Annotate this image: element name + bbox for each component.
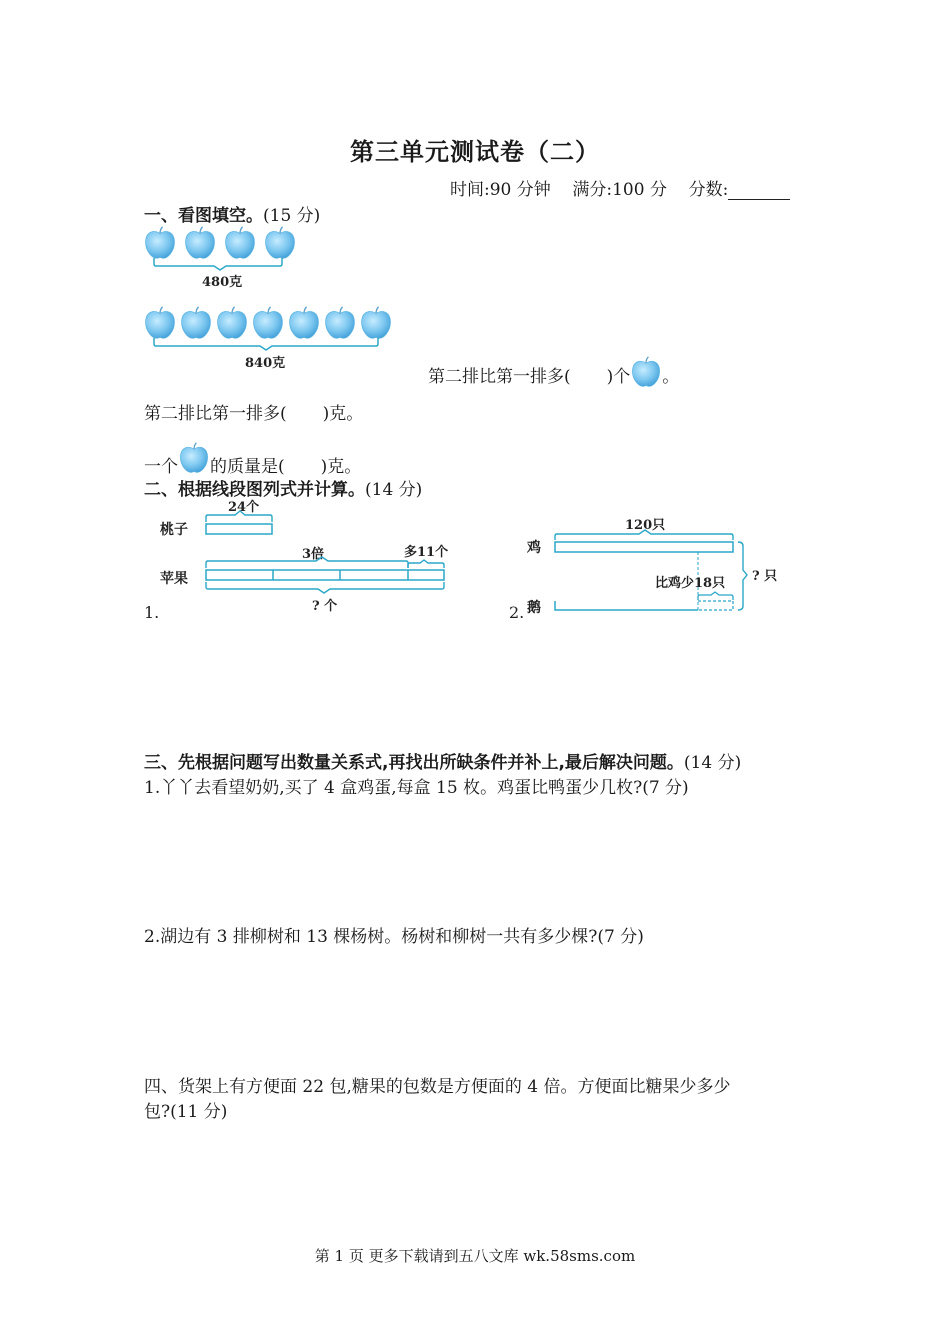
section-4-line-2: 包?(11 分)	[144, 1102, 228, 1122]
page-footer: 第 1 页 更多下载请到五八文库 wk.58sms.com	[314, 1247, 636, 1265]
q1c-end: 。	[662, 367, 680, 387]
section-3-title: 三、先根据问题写出数量关系式,再找出所缺条件并补上,最后解决问题。	[144, 753, 684, 773]
less-label: 比鸡少18只	[655, 576, 726, 591]
apple-icon	[326, 307, 355, 338]
apple-row-2	[146, 307, 391, 338]
apple-icon	[182, 307, 211, 338]
section-1-title: 一、看图填空。	[144, 206, 263, 226]
time-limit: 时间:90 分钟	[450, 180, 551, 200]
chicken-segment	[555, 542, 733, 552]
section-2-title: 二、根据线段图列式并计算。	[144, 480, 365, 500]
total-question-label: ? 只	[752, 569, 778, 584]
diagram-2-number: 2.	[509, 603, 525, 622]
apple-icon	[186, 227, 215, 258]
question-1c	[428, 354, 679, 390]
total-brace	[206, 582, 444, 593]
q1b-suffix: )克。	[320, 457, 362, 477]
apple-icon	[146, 307, 175, 338]
less-brace	[698, 592, 733, 600]
page-title: 第三单元测试卷（二）	[350, 137, 600, 166]
total-brace	[738, 542, 747, 610]
question-1b	[144, 440, 361, 477]
question-3-2: 2.湖边有 3 排柳树和 13 棵杨树。杨树和柳树一共有多少棵?(7 分)	[144, 927, 644, 947]
total-question-label: ? 个	[312, 599, 338, 614]
more-label: 多11个	[404, 545, 449, 560]
section-3-points: (14 分)	[683, 753, 742, 773]
peach-label: 桃子	[160, 522, 188, 538]
goose-missing-segment	[698, 601, 733, 610]
exam-meta	[450, 175, 790, 200]
q1a-suffix: )克。	[322, 404, 364, 424]
times-label: 3倍	[302, 547, 325, 562]
apple-icon	[218, 307, 247, 338]
section-2-points: (14 分)	[365, 480, 423, 500]
apple-icon	[362, 307, 391, 338]
chicken-brace	[555, 530, 733, 540]
section-1-points: (15 分)	[263, 206, 321, 226]
full-score: 满分:100 分	[572, 180, 667, 200]
apple-icon	[226, 227, 255, 258]
q1b-prefix: 一个	[144, 457, 178, 477]
segment-diagram-2	[505, 512, 805, 627]
apple-icon	[630, 354, 662, 390]
row-2-weight-label: 840克	[245, 356, 286, 371]
brace-row-1	[154, 258, 282, 270]
section-4-line-1: 四、货架上有方便面 22 包,糖果的包数是方便面的 4 倍。方便面比糖果少多少	[144, 1077, 731, 1097]
chicken-value-label: 120只	[625, 518, 666, 533]
apple-icon	[254, 307, 283, 338]
apple-icon	[266, 227, 295, 258]
peach-value-label: 24个	[228, 500, 260, 515]
q1b-middle: 的质量是(	[210, 457, 285, 477]
question-1a	[144, 399, 363, 424]
peach-brace	[206, 511, 272, 522]
apple-icon	[178, 440, 210, 476]
diagram-1-number: 1.	[144, 603, 160, 622]
apple-icon	[290, 307, 319, 338]
brace-row-2	[154, 338, 378, 350]
section-3-heading	[144, 748, 741, 773]
question-3-1: 1.丫丫去看望奶奶,买了 4 盒鸡蛋,每盒 15 枚。鸡蛋比鸭蛋少几枚?(7 分)	[144, 778, 689, 798]
apple-row-1	[146, 227, 295, 258]
goose-label: 鹅	[527, 600, 541, 616]
apple-label: 苹果	[160, 571, 188, 587]
more-brace	[408, 560, 444, 568]
q1c-prefix: 第二排比第一排多(	[428, 367, 571, 387]
chicken-label: 鸡	[527, 540, 541, 556]
peach-segment	[206, 524, 272, 534]
apple-rows-figure	[140, 222, 410, 372]
goose-segment	[555, 601, 698, 610]
q1a-prefix: 第二排比第一排多(	[144, 404, 287, 424]
segment-diagram-1	[140, 496, 470, 626]
row-1-weight-label: 480克	[202, 275, 243, 290]
score-label: 分数:	[688, 180, 729, 200]
score-blank[interactable]	[728, 181, 790, 200]
apple-icon	[146, 227, 175, 258]
q1c-suffix: )个	[606, 367, 631, 387]
